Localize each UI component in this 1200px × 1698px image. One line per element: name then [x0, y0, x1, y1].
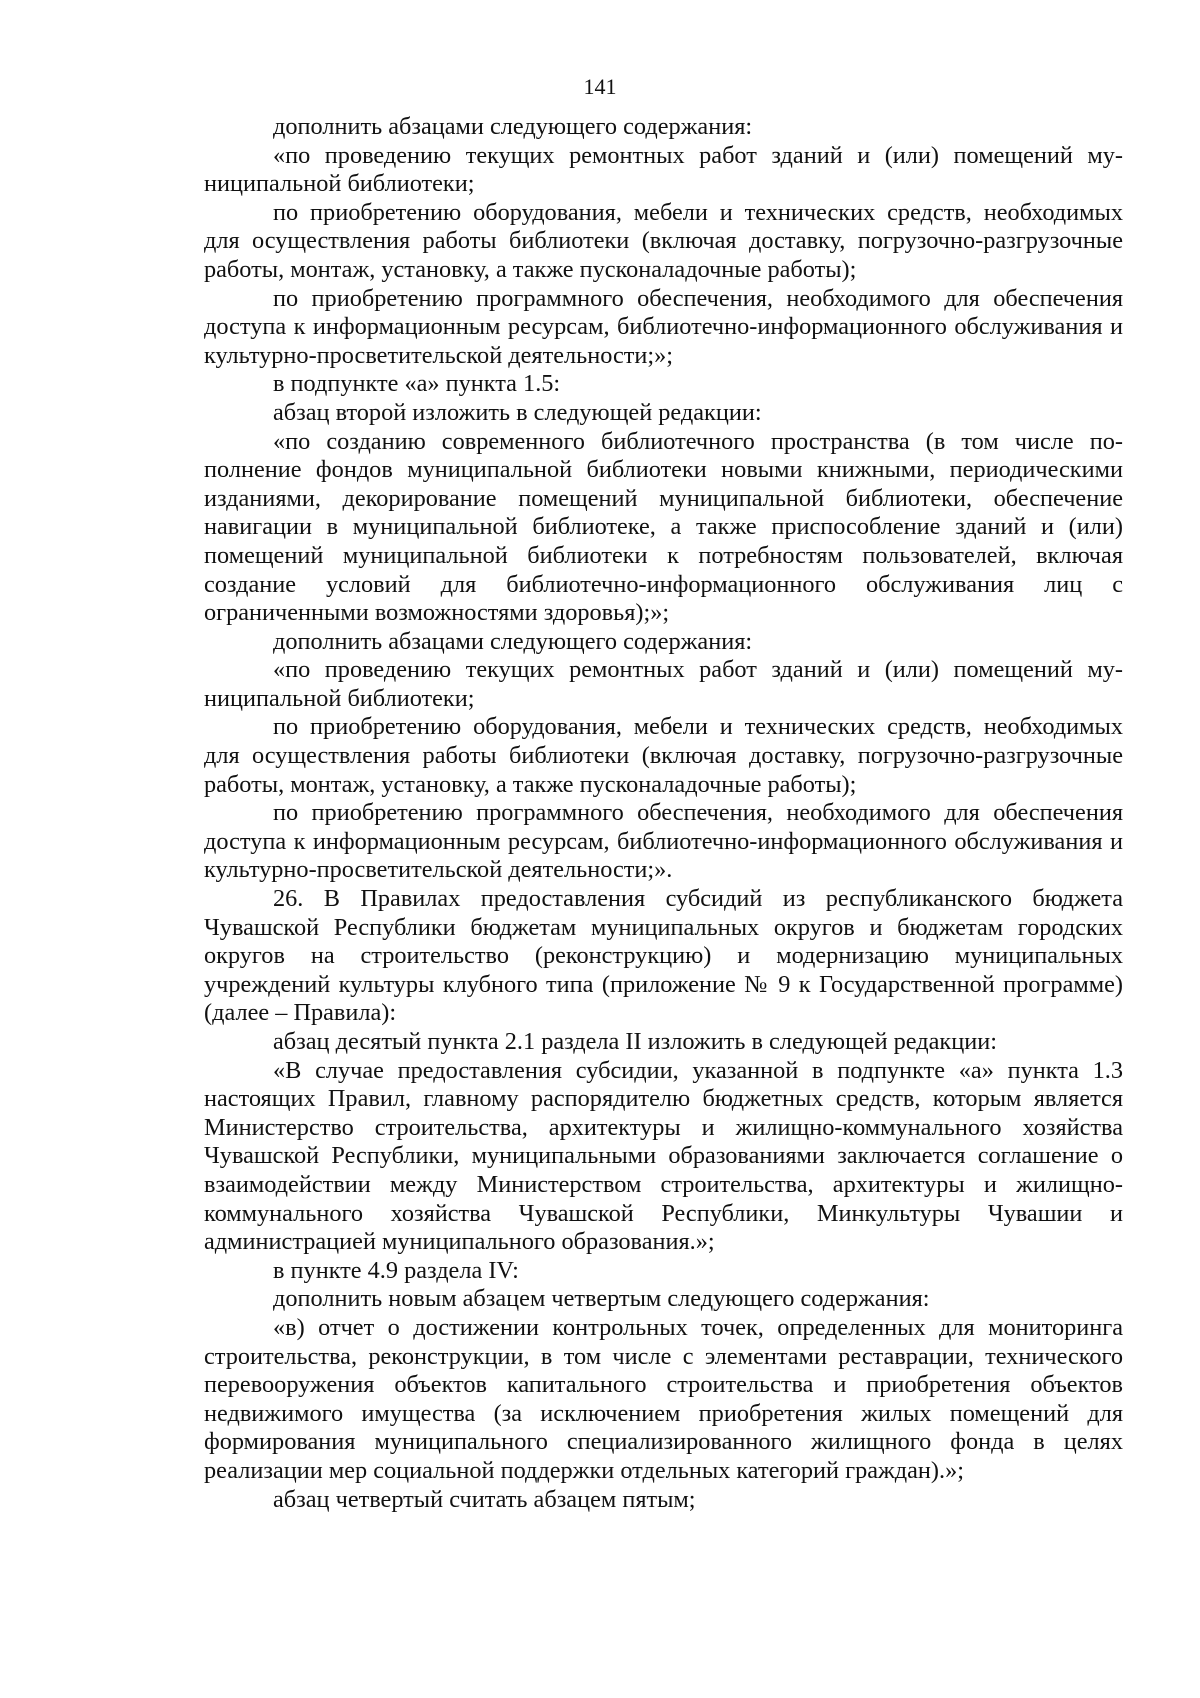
paragraph: абзац четвертый считать абзацем пятым; [273, 1485, 696, 1513]
paragraph: в пункте 4.9 раздела IV: [273, 1256, 519, 1284]
paragraph: в подпункте «а» пункта 1.5: [273, 370, 561, 398]
paragraph: по приобретению оборудования, мебели и технических средств, необходимых для осуществления работы библиотеки (включая доставку, погрузочно-разгрузочные работы, монтаж, установку, а также пусконаладочные работы); [204, 198, 1123, 283]
document-body [204, 113, 1123, 1514]
paragraph: «в) отчет о достижении контрольных точек, определенных для мониторинга строительства, реконструкции, в том числе с элементами реставрации, технического перевооружения объектов капитального строительства и приобретения объектов недвижимого имущества (за исключением приобретения жилых помещений для формирования муниципального специализированного жилищного фонда в целях реализации мер социальной поддержки отдельных категорий граждан).»; [204, 1313, 1123, 1484]
paragraph: «по проведению текущих ремонтных работ зданий и (или) помещений муниципальной библиотеки; [204, 141, 1123, 198]
paragraph: по приобретению оборудования, мебели и технических средств, необходимых для осуществления работы библиотеки (включая доставку, погрузочно-разгрузочные работы, монтаж, установку, а также пусконаладочные работы); [204, 713, 1123, 798]
page-number: 141 [583, 74, 617, 99]
paragraph: абзац второй изложить в следующей редакции: [273, 398, 762, 426]
paragraph: дополнить абзацами следующего содержания: [273, 627, 753, 655]
paragraph: «по проведению текущих ремонтных работ зданий и (или) помещений муниципальной библиотеки; [204, 656, 1123, 712]
paragraph: 26. В Правилах предоставления субсидий из республиканского бюджета Чувашской Республики бюджетам муниципальных округов и бюджетам городских округов на строительство (реконструкцию) и модернизацию муниципальных учреждений культуры клубного типа (приложение № 9 к Государственной программе) (далее – Правила): [204, 885, 1123, 1027]
paragraph: дополнить новым абзацем четвертым следующего содержания: [273, 1285, 930, 1313]
paragraph: «по созданию современного библиотечного пространства (в том числе пополнение фондов муниципальной библиотеки новыми книжными, периодическими изданиями, декорирование помещений муниципальной библиотеки, обеспечение навигации в муниципальной библиотеке, а также приспособление зданий и (или) помещений муниципальной библиотеки к потребностям пользователей, включая создание условий для библиотечно-информационного обслуживания лиц с ограниченными возможностями здоровья);»; [204, 427, 1123, 627]
paragraph: по приобретению программного обеспечения, необходимого для обеспечения доступа к информационным ресурсам, библиотечно-информационного обслуживания и культурно-просветительской деятельности;»; [204, 284, 1123, 369]
paragraph: по приобретению программного обеспечения, необходимого для обеспечения доступа к информационным ресурсам, библиотечно-информационного обслуживания и культурно-просветительской деятельности;». [204, 799, 1123, 884]
paragraph: «В случае предоставления субсидии, указанной в подпункте «а» пункта 1.3 настоящих Правил, главному распорядителю бюджетных средств, которым является Министерство строительства, архитектуры и жилищно-коммунального хозяйства Чувашской Республики, муниципальными образованиями заключается соглашение о взаимодействии между Министерством строительства, архитектуры и жилищно-коммунального хозяйства Чувашской Республики, Минкультуры Чувашии и администрацией муниципального образования.»; [204, 1056, 1123, 1256]
paragraph: абзац десятый пункта 2.1 раздела II изложить в следующей редакции: [273, 1028, 997, 1055]
paragraph: дополнить абзацами следующего содержания: [273, 113, 753, 140]
